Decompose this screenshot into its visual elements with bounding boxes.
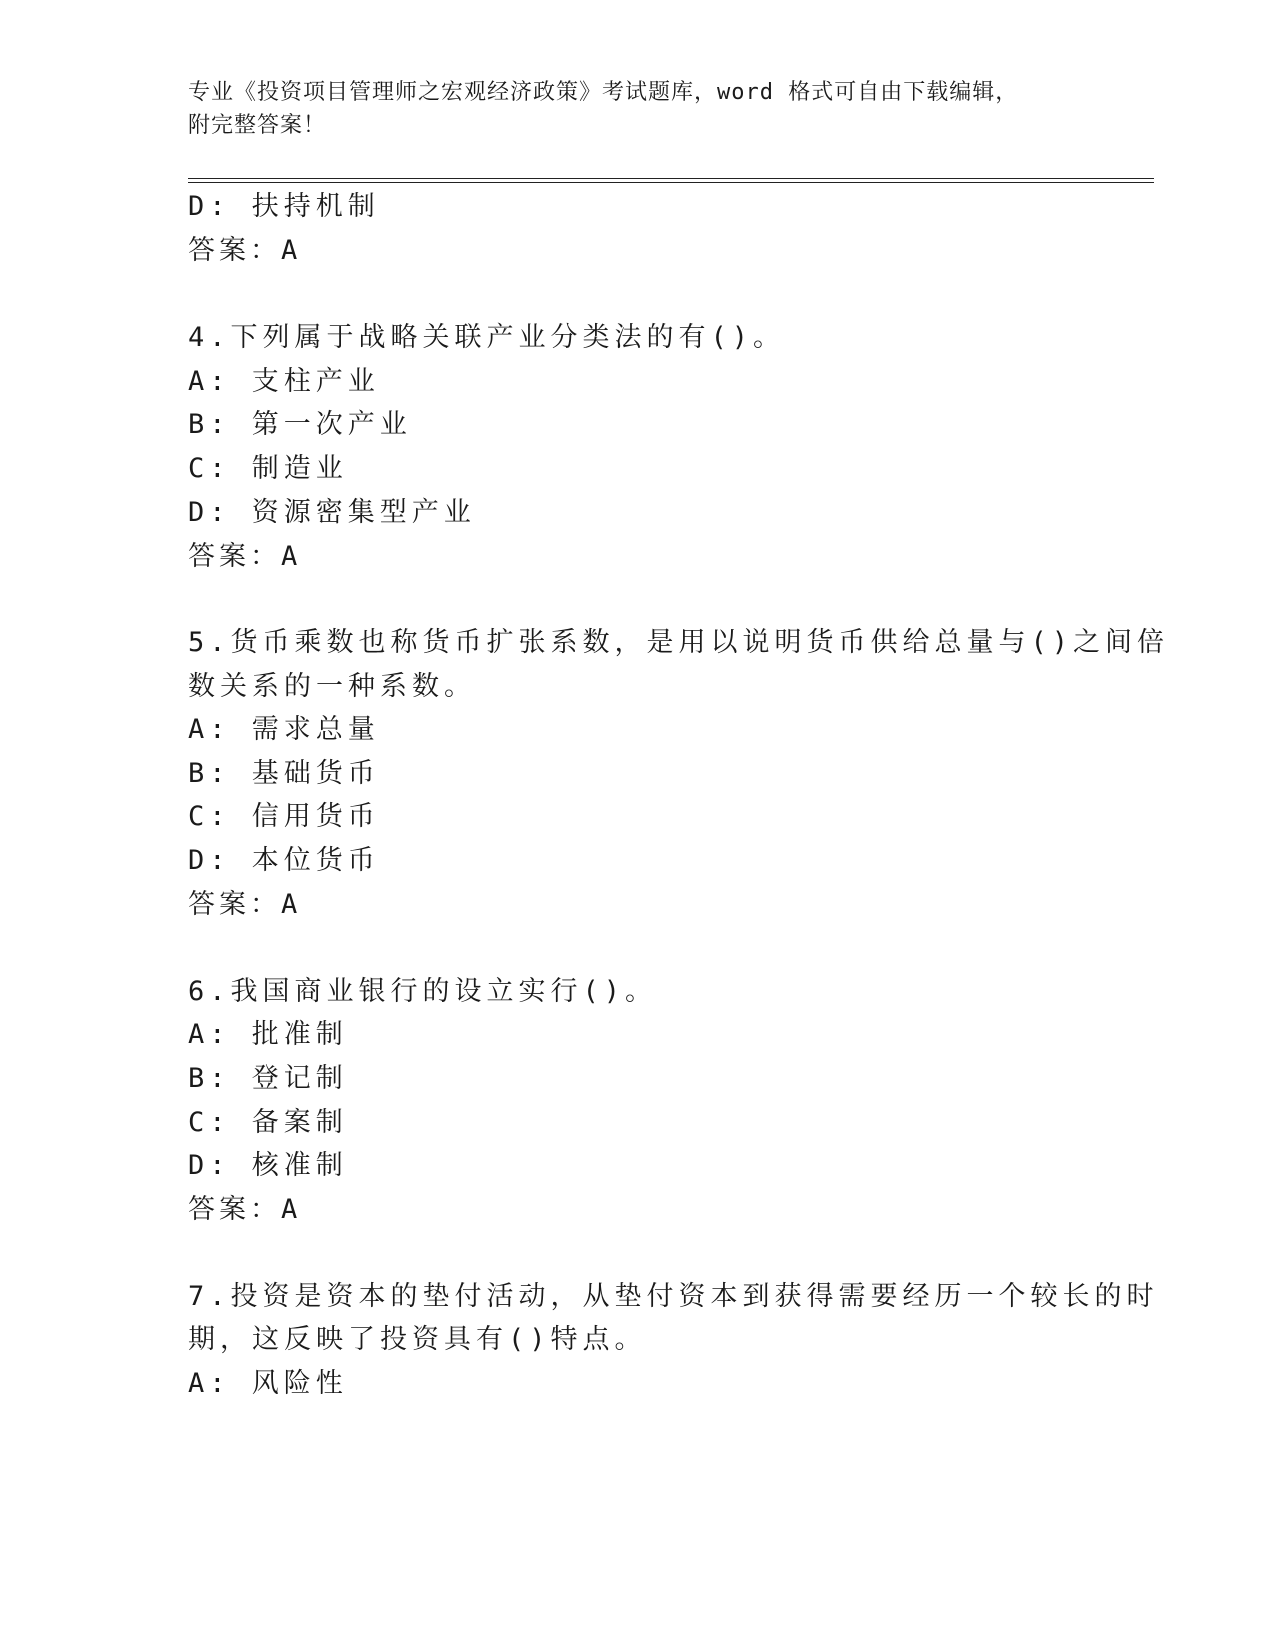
q5-option-d: D: 本位货币 [188, 845, 380, 876]
q5-option-b: B: 基础货币 [188, 758, 380, 789]
header-line-1: 专业《投资项目管理师之宏观经济政策》考试题库，word 格式可自由下载编辑， [188, 80, 1019, 105]
document-header [188, 76, 1068, 142]
q5-stem-line-2: 数关系的一种系数。 [188, 671, 476, 702]
q6-option-a: A: 批准制 [188, 1019, 348, 1050]
q5-option-a: A: 需求总量 [188, 714, 380, 745]
q4-option-d: D: 资源密集型产业 [188, 497, 476, 528]
q7-stem-line-1: 7.投资是资本的垫付活动，从垫付资本到获得需要经历一个较长的时 [188, 1281, 1159, 1312]
q5-option-c: C: 信用货币 [188, 801, 380, 832]
q4-stem-line-1: 4.下列属于战略关联产业分类法的有()。 [188, 322, 786, 353]
q5-stem-line-1: 5.货币乘数也称货币扩张系数，是用以说明货币供给总量与()之间倍 [188, 627, 1170, 658]
q4-option-a: A: 支柱产业 [188, 366, 380, 397]
q7-option-a: A: 风险性 [188, 1368, 348, 1399]
q5-answer: 答案：A [188, 889, 302, 920]
q4-option-b: B: 第一次产业 [188, 409, 412, 440]
carryover-option-d: D: 扶持机制 [188, 191, 380, 222]
q6-stem-line-1: 6.我国商业银行的设立实行()。 [188, 976, 658, 1007]
q6-option-c: C: 备案制 [188, 1107, 348, 1138]
header-divider-top [188, 178, 1154, 179]
q4-answer: 答案：A [188, 541, 302, 572]
q6-option-d: D: 核准制 [188, 1150, 348, 1181]
q4-option-c: C: 制造业 [188, 453, 348, 484]
header-divider-bottom [188, 182, 1154, 183]
carryover-answer: 答案：A [188, 235, 302, 266]
q6-option-b: B: 登记制 [188, 1063, 348, 1094]
header-line-2: 附完整答案！ [188, 113, 327, 138]
q6-answer: 答案：A [188, 1194, 302, 1225]
q7-stem-line-2: 期，这反映了投资具有()特点。 [188, 1324, 647, 1355]
